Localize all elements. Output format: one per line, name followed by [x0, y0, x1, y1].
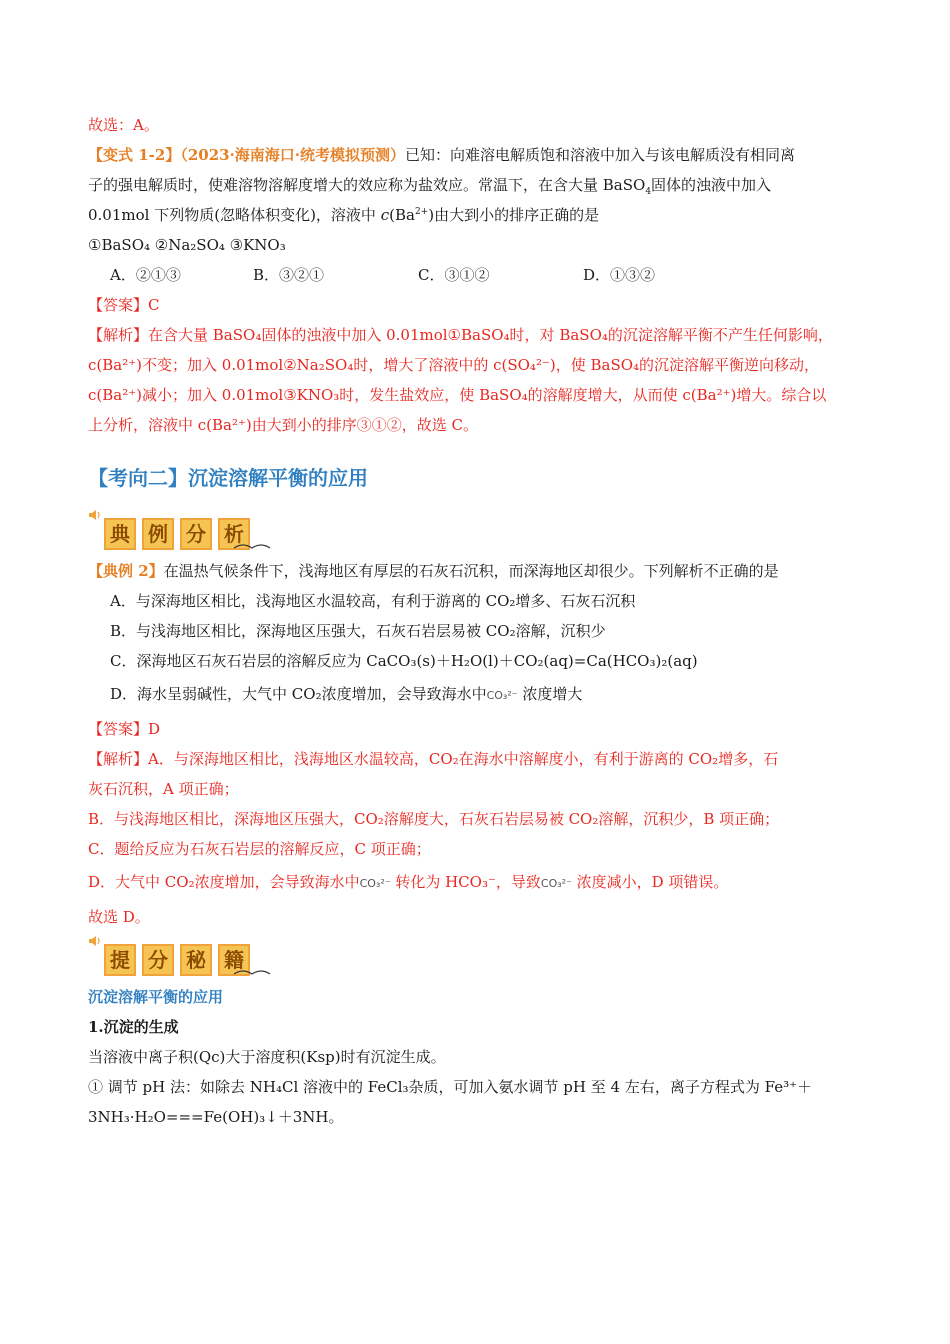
- example2-exp-tag: 【解析】: [88, 750, 149, 768]
- tips-heading-1: 1.沉淀的生成: [88, 1018, 179, 1036]
- carbonate-ion-image-2: CO₃²⁻: [540, 877, 572, 890]
- example2-e1: A．与深海地区相比，浅海地区水温较高，CO₂在海水中溶解度小，有利于游离的 CO₂增多，石: [148, 750, 779, 768]
- variant-explanation-line2: c(Ba²⁺)不变；加入 0.01mol②Na₂SO₄时，增大了溶液中的 c(SO₄²⁻)，使 BaSO₄的沉淀溶解平衡逆向移动，: [88, 356, 820, 374]
- variant-tag: 【变式 1-2】: [88, 146, 181, 164]
- example2-e5b: 转化为 HCO₃⁻，导致: [390, 873, 541, 891]
- banner2-char-2: 分: [142, 944, 174, 976]
- example2-tag: 【典例 2】: [88, 562, 164, 580]
- variant-options: [88, 260, 878, 290]
- example2-stem-text: 在温热气候条件下，浅海地区有厚层的石灰石沉积，而深海地区却很少。下列解析不正确的是: [163, 562, 779, 580]
- tips-title: 沉淀溶解平衡的应用: [88, 988, 224, 1006]
- variant-explanation-line1: [88, 320, 878, 350]
- variant-q2: 子的强电解质时，使难溶物溶解度增大的效应称为盐效应。常温下，在含大量 BaSO: [88, 176, 646, 194]
- variant-q3b: 由大到小的排序正确的是: [434, 206, 600, 224]
- example2-explanation-line5: [88, 864, 878, 902]
- variant-q2b: 固体的浊液中加入: [651, 176, 772, 194]
- example2-option-d: [88, 676, 878, 714]
- document-page: [88, 110, 878, 1132]
- explanation-tag: 【解析】: [88, 326, 149, 344]
- prev-answer-line: 故选：A。: [88, 116, 159, 134]
- variant-q1: 已知：向难溶电解质饱和溶液中加入与该电解质没有相同离: [405, 146, 796, 164]
- example2-e5a: D．大气中 CO₂浓度增加，会导致海水中: [88, 873, 360, 891]
- example2-e5c: 浓度减小，D 项错误。: [571, 873, 729, 891]
- banner2-char-3: 秘: [180, 944, 212, 976]
- banner1-char-2: 例: [142, 518, 174, 550]
- example2-option-b: B．与浅海地区相比，深海地区压强大，石灰石岩层易被 CO₂溶解，沉积少: [110, 622, 606, 640]
- variant-q3a: 0.01mol 下列物质(忽略体积变化)，溶液中: [88, 206, 381, 224]
- option-a: A．②①③: [110, 266, 181, 284]
- variant-items: ①BaSO₄ ②Na₂SO₄ ③KNO₃: [88, 236, 286, 254]
- option-c: C．③①②: [418, 266, 490, 284]
- example2-answer: 【答案】D: [88, 720, 161, 738]
- variant-source: （2023·海南海口·统考模拟预测）: [180, 146, 406, 164]
- example2-explanation-line4: C．题给反应为石灰石岩层的溶解反应，C 项正确；: [88, 840, 431, 858]
- book-icon: [233, 540, 271, 550]
- carbonate-ion-image: CO₃²⁻: [486, 689, 518, 702]
- tips-para-1: 当溶液中离子积(Qc)大于溶度积(Ksp)时有沉淀生成。: [88, 1048, 446, 1066]
- example2-final: 故选 D。: [88, 908, 150, 926]
- example2-stem: [88, 556, 878, 586]
- banner2-char-1: 提: [104, 944, 136, 976]
- option-b: B．③②①: [253, 266, 325, 284]
- tips-para-3: 3NH₃·H₂O===Fe(OH)₃↓＋3NH。: [88, 1108, 344, 1126]
- example2-explanation-line1: [88, 744, 878, 774]
- variant-1-2-question-line3: 0.01mol 下列物质(忽略体积变化)，溶液中 $c(Ba^{2+})$由大到小的排序正确的是: [88, 206, 600, 224]
- tips-para-2: ① 调节 pH 法：如除去 NH₄Cl 溶液中的 FeCl₃杂质，可加入氨水调节 pH 至 4 左右，离子方程式为 Fe³⁺＋: [88, 1078, 813, 1096]
- variant-answer: 【答案】C: [88, 296, 160, 314]
- banner2-char-4: 籍: [218, 944, 250, 976]
- banner1-char-4: 析: [218, 518, 250, 550]
- variant-1-2-question-line2: 子的强电解质时，使难溶物溶解度增大的效应称为盐效应。常温下，在含大量 BaSO$_4$固体的浊液中加入: [88, 176, 772, 197]
- banner-tips: [88, 934, 878, 980]
- example2-explanation-line3: B．与浅海地区相比，深海地区压强大，CO₂溶解度大，石灰石岩层易被 CO₂溶解，沉积少，B 项正确；: [88, 810, 780, 828]
- banner1-char-1: 典: [104, 518, 136, 550]
- variant-e1: 在含大量 BaSO₄固体的浊液中加入 0.01mol①BaSO₄时，对 BaSO₄的沉淀溶解平衡不产生任何影响，: [148, 326, 833, 344]
- example2-option-c: C．深海地区石灰石岩层的溶解反应为 CaCO₃(s)＋H₂O(l)＋CO₂(aq)=Ca(HCO₃)₂(aq): [110, 652, 698, 670]
- variant-1-2-question-line1: [88, 140, 878, 170]
- example2-explanation-line2: 灰石沉积，A 项正确；: [88, 780, 239, 798]
- option-d: D．①③②: [583, 266, 656, 284]
- variant-explanation-line3: c(Ba²⁺)减小；加入 0.01mol③KNO₃时，发生盐效应，使 BaSO₄的溶解度增大，从而使 c(Ba²⁺)增大。综合以: [88, 386, 827, 404]
- book-icon: [233, 966, 271, 976]
- option-d-text-a: D．海水呈弱碱性，大气中 CO₂浓度增加，会导致海水中: [110, 685, 487, 703]
- variant-explanation-line4: 上分析，溶液中 c(Ba²⁺)由大到小的排序③①②，故选 C。: [88, 416, 479, 434]
- example2-option-a: A．与深海地区相比，浅海地区水温较高，有利于游离的 CO₂增多、石灰石沉积: [110, 592, 636, 610]
- carbonate-ion-image-1: CO₃²⁻: [359, 877, 391, 890]
- option-d-text-b: 浓度增大: [517, 685, 583, 703]
- speaker-icon: [88, 934, 102, 948]
- speaker-icon: [88, 508, 102, 522]
- section-title: 【考向二】沉淀溶解平衡的应用: [88, 466, 368, 490]
- banner1-char-3: 分: [180, 518, 212, 550]
- banner-typical-example: [88, 508, 878, 554]
